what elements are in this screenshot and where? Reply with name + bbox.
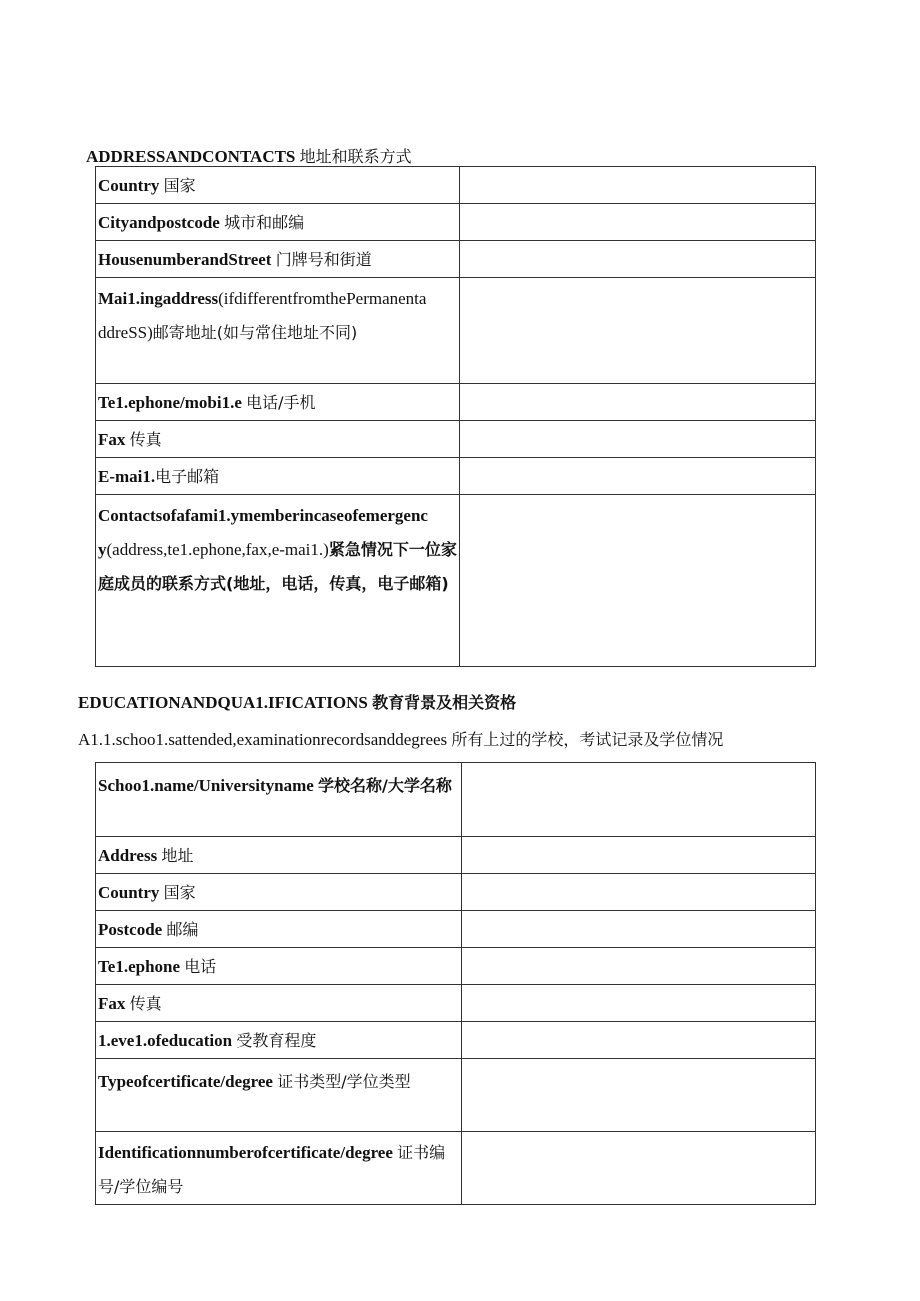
- certificate-number-value-field[interactable]: [462, 1132, 816, 1205]
- emergency-contact-value-field[interactable]: [460, 495, 816, 667]
- table-row: [96, 1059, 816, 1132]
- table-row: [96, 1132, 816, 1205]
- table-row: [96, 458, 816, 495]
- fax-value-field[interactable]: [460, 421, 816, 458]
- table-row: [96, 1022, 816, 1059]
- row-label-house-street: HousenumberandStreet 门牌号和街道: [96, 241, 460, 278]
- row-label-fax: Fax 传真: [96, 421, 460, 458]
- education-subline: [78, 727, 723, 750]
- table-row: [96, 948, 816, 985]
- table-row: [96, 384, 816, 421]
- education-table: [95, 762, 816, 1205]
- row-label-email: E-mai1.电子邮箱: [96, 458, 460, 495]
- row-label-emergency-contact: Contactsofafami1.ymemberincaseofemergenc y(address,te1.ephone,fax,e-mai1.)紧急情况下一位家庭成员的联系方式(地址，电话，传真，电子邮箱): [96, 495, 460, 667]
- city-postcode-value-field[interactable]: [460, 204, 816, 241]
- row-label-telephone-mobile: Te1.ephone/mobi1.e 电话/手机: [96, 384, 460, 421]
- school-postcode-value-field[interactable]: [462, 911, 816, 948]
- row-label-mailing-address: Mai1.ingaddress(ifdifferentfromthePermanenta ddreSS)邮寄地址(如与常住地址不同): [96, 278, 460, 384]
- table-row: [96, 495, 816, 667]
- address-contacts-table: [95, 166, 816, 667]
- house-street-value-field[interactable]: [460, 241, 816, 278]
- row-label-country: Country 国家: [96, 167, 460, 204]
- table-row: [96, 204, 816, 241]
- address-heading-zh: 地址和联系方式: [299, 147, 412, 166]
- row-label-school-name: Schoo1.name/Universityname 学校名称/大学名称: [96, 763, 462, 837]
- table-row: [96, 763, 816, 837]
- table-row: [96, 911, 816, 948]
- education-level-value-field[interactable]: [462, 1022, 816, 1059]
- education-subline-en: A1.1.schoo1.sattended,examinationrecordsanddegrees: [78, 730, 448, 749]
- table-row: [96, 241, 816, 278]
- country-value-field[interactable]: [460, 167, 816, 204]
- school-country-value-field[interactable]: [462, 874, 816, 911]
- row-label-address: Address 地址: [96, 837, 462, 874]
- telephone-mobile-value-field[interactable]: [460, 384, 816, 421]
- row-label-city-postcode: Cityandpostcode 城市和邮编: [96, 204, 460, 241]
- row-label-school-country: Country 国家: [96, 874, 462, 911]
- table-row: [96, 167, 816, 204]
- table-row: [96, 278, 816, 384]
- row-label-school-telephone: Te1.ephone 电话: [96, 948, 462, 985]
- mailing-address-value-field[interactable]: [460, 278, 816, 384]
- row-label-certificate-type: Typeofcertificate/degree 证书类型/学位类型: [96, 1059, 462, 1132]
- school-name-value-field[interactable]: [462, 763, 816, 837]
- certificate-type-value-field[interactable]: [462, 1059, 816, 1132]
- row-label-certificate-number: Identificationnumberofcertificate/degree 证书编号/学位编号: [96, 1132, 462, 1205]
- row-label-school-fax: Fax 传真: [96, 985, 462, 1022]
- table-row: [96, 837, 816, 874]
- table-row: [96, 421, 816, 458]
- education-heading-zh: 教育背景及相关资格: [372, 693, 517, 712]
- education-subline-zh: 所有上过的学校，考试记录及学位情况: [451, 730, 724, 749]
- row-label-education-level: 1.eve1.ofeducation 受教育程度: [96, 1022, 462, 1059]
- row-label-postcode: Postcode 邮编: [96, 911, 462, 948]
- address-heading-en: ADDRESSANDCONTACTS: [86, 147, 296, 166]
- education-heading-en: EDUCATIONANDQUA1.IFICATIONS: [78, 693, 368, 712]
- school-fax-value-field[interactable]: [462, 985, 816, 1022]
- email-value-field[interactable]: [460, 458, 816, 495]
- table-row: [96, 874, 816, 911]
- education-section-heading: [78, 690, 516, 713]
- address-section-heading: [86, 144, 412, 167]
- school-telephone-value-field[interactable]: [462, 948, 816, 985]
- table-row: [96, 985, 816, 1022]
- school-address-value-field[interactable]: [462, 837, 816, 874]
